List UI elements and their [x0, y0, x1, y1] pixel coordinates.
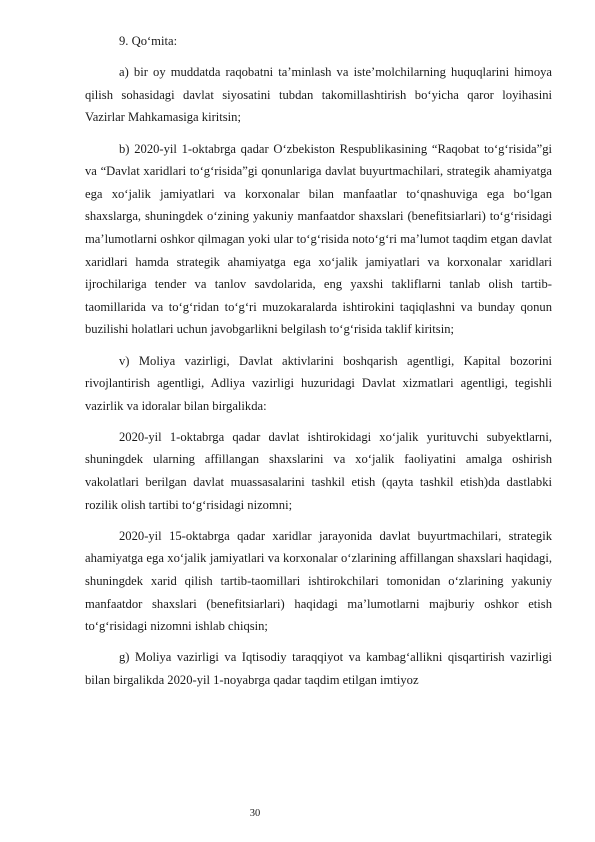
- paragraph-v-item-1: 2020-yil 1-oktabrga qadar davlat ishtirokidagi xo‘jalik yurituvchi subyektlarni, shuningdek ularning affillangan shaxslarini va xo‘jalik faoliyatini amalga oshirish vakolatlari berilgan davlat muassasalarini tashkil etish (qayta tashkil etish)da dastlabki rozilik olish tartibi to‘g‘risidagi nizomni;: [85, 429, 552, 512]
- paragraph-v: v) Moliya vazirligi, Davlat aktivlarini boshqarish agentligi, Kapital bozorini rivojlantirish agentligi, Adliya vazirligi huzuridagi Davlat xizmatlari agentligi, tegishli vazirlik va idoralar bilan birgalikda:: [85, 353, 552, 413]
- paragraph-v-item-2: 2020-yil 15-oktabrga qadar xaridlar jarayonida davlat buyurtmachilari, strategik ahamiyatga ega xo‘jalik jamiyatlari va korxonalar o‘zlarining affillangan shaxslari haqidagi, shuningdek xarid qilish tartib-taomillari ishtirokchilari tomonidan o‘zlarining yakuniy manfaatdor shaxslari (benefitsiarlari) haqidagi ma’lumotlarni majburiy oshkor etish to‘g‘risidagi nizomni ishlab chiqsin;: [85, 528, 552, 634]
- page-number: 30: [249, 808, 261, 819]
- paragraph-g: g) Moliya vazirligi va Iqtisodiy taraqqiyot va kambag‘allikni qisqartirish vazirligi bilan birgalikda 2020-yil 1-noyabrga qadar taqdim etilgan imtiyoz: [85, 650, 552, 687]
- paragraph-a: a) bir oy muddatda raqobatni ta’minlash va iste’molchilarning huquqlarini himoya qilish sohasidagi davlat siyosatini tubdan takomillashtirish bo‘yicha qaror loyihasini Vazirlar Mahkamasiga kiritsin;: [85, 65, 552, 125]
- committee-heading: 9. Qo‘mita:: [119, 34, 178, 48]
- paragraph-b: b) 2020-yil 1-oktabrga qadar O‘zbekiston Respublikasining “Raqobat to‘g‘risida”gi va “Davlat xaridlari to‘g‘risida”gi qonunlariga davlat buyurtmachilari, strategik ahamiyatga ega xo‘jalik jamiyatlari va korxonalar bilan manfaatlar to‘qnashuviga ega bo‘lgan shaxslarga, shuningdek o‘zining yakuniy manfaatdor shaxslari (benefitsiarlari) to‘g‘risidagi ma’lumotlarni oshkor qilmagan yoki ular to‘g‘risida noto‘g‘ri ma’lumot taqdim etgan davlat xaridlari hamda strategik ahamiyatga ega xo‘jalik jamiyatlari va korxonalar xaridlari ijrochilariga tender va tanlov savdolarida, eng yaxshi takliflarni tanlab olish tartib-taomillarida va to‘g‘ridan to‘g‘ri muzokaralarda ishtirokini taqiqlashni va bunday qonun buzilishi holatlari uchun javobgarlikni belgilash to‘g‘risida taklif kiritsin;: [85, 141, 552, 337]
- document-body: [85, 30, 552, 692]
